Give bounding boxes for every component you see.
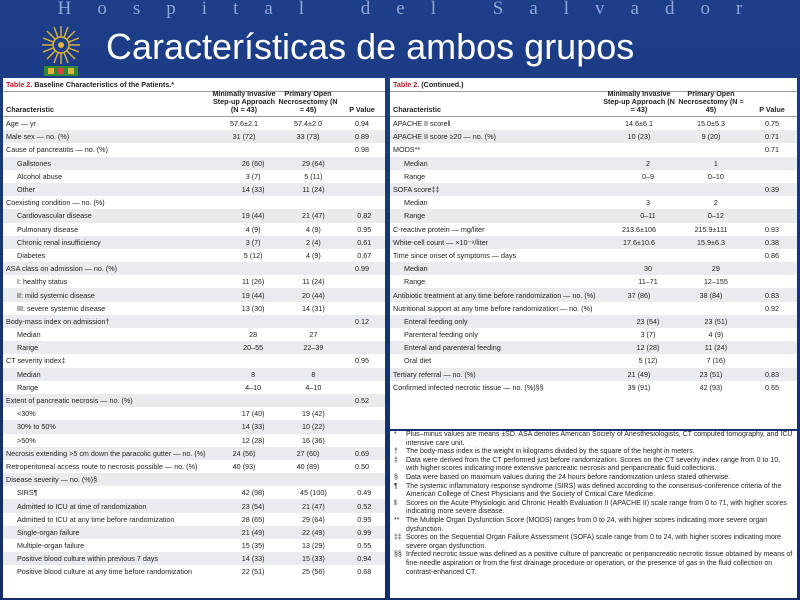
row-characteristic: Chronic renal insufficiency: [17, 237, 101, 247]
table-row: [3, 368, 385, 381]
row-step-up-value: 0–9: [641, 171, 654, 181]
row-step-up-value: 14 (33): [241, 185, 265, 195]
row-characteristic: Enteral feeding only: [404, 316, 468, 326]
footnote-text: Data were based on maximum values during the 24 hours before randomization unless stated otherwise.: [406, 473, 731, 481]
row-open-value: 4 (9): [708, 330, 724, 340]
row-open-value: 14 (31): [302, 303, 325, 313]
row-open-value: 20 (44): [302, 290, 325, 300]
row-open-value: 12–155: [703, 277, 728, 287]
row-open-value: 21 (47): [302, 501, 325, 511]
row-step-up-value: 21 (49): [627, 369, 651, 379]
row-step-up-value: 26 (60): [241, 158, 265, 168]
row-step-up-value: 57.6±2.1: [230, 119, 258, 129]
row-open-value: 27: [309, 330, 318, 340]
footnote: [390, 551, 797, 577]
row-p-value: 0.65: [765, 382, 779, 392]
row-characteristic: MODS**: [393, 145, 421, 155]
row-characteristic: Extent of pancreatic necrosis — no. (%): [6, 396, 133, 406]
row-p-value: 0.38: [765, 237, 779, 247]
row-open-value: 42 (93): [699, 382, 723, 392]
row-step-up-value: 5 (12): [243, 250, 263, 260]
row-characteristic: CT severity index‡: [6, 356, 66, 366]
row-open-value: 25 (56): [302, 567, 325, 577]
table-row: [390, 328, 797, 341]
hospital-logo-icon: [38, 24, 84, 78]
row-p-value: 0.50: [355, 461, 369, 471]
row-open-value: 4 (9): [306, 250, 321, 260]
row-step-up-value: 8: [251, 369, 256, 379]
row-step-up-value: 14.6±6.1: [625, 119, 653, 129]
row-step-up-value: 23 (54): [636, 316, 660, 326]
table-body: [3, 117, 385, 579]
row-step-up-value: 21 (49): [241, 527, 265, 537]
footnote: [390, 517, 797, 534]
row-step-up-value: 30: [643, 264, 652, 274]
table-row: [3, 381, 385, 394]
row-p-value: 0.99: [357, 527, 372, 537]
row-open-value: 19 (42): [302, 409, 325, 419]
row-characteristic: Body-mass index on admission†: [6, 316, 110, 326]
row-step-up-value: 3 (7): [245, 171, 261, 181]
row-open-value: 11 (24): [302, 277, 325, 287]
row-characteristic: Diabetes: [17, 250, 46, 260]
table-row: [390, 275, 797, 288]
table-row: [3, 157, 385, 170]
footnote-text: Scores on the Acute Physiologic and Chronic Health Evaluation II (APACHE II) scale range from 0 to 71, with higher scores indicating more severe disease.: [406, 499, 787, 516]
row-open-value: 29 (64): [302, 514, 325, 524]
baseline-table: [3, 78, 385, 598]
row-step-up-value: 213.6±106: [622, 224, 656, 234]
row-p-value: 0.94: [357, 554, 372, 564]
row-p-value: 0.95: [357, 224, 372, 234]
row-step-up-value: 0–11: [640, 211, 656, 221]
row-open-value: 215.9±111: [694, 224, 728, 234]
header-characteristic: Characteristic: [393, 105, 441, 114]
row-characteristic: Necrosis extending >5 cm down the paracolic gutter — no. (%): [6, 448, 206, 458]
table-row: [390, 341, 797, 354]
row-characteristic: Cardiovascular disease: [17, 211, 92, 221]
table-row: [3, 394, 385, 407]
footnote-symbol: **: [394, 516, 400, 524]
table-caption: (Continued.): [421, 80, 464, 89]
table-row: [3, 341, 385, 354]
table-row: [3, 236, 385, 249]
row-p-value: 0.12: [355, 316, 369, 326]
row-characteristic: Antibiotic treatment at any time before randomization — no. (%): [393, 290, 596, 300]
row-open-value: 38 (84): [699, 290, 723, 300]
row-characteristic: Confirmed infected necrotic tissue — no. (%)§§: [393, 382, 544, 392]
table-caption: Baseline Characteristics of the Patients.*: [34, 80, 175, 89]
row-open-value: 57.4±2.0: [294, 119, 322, 129]
table-row: [390, 223, 797, 236]
footnote: [390, 534, 797, 551]
row-characteristic: Admitted to ICU at time of randomization: [17, 501, 147, 511]
row-step-up-value: 11 (26): [242, 277, 265, 287]
row-open-value: 16 (36): [302, 435, 325, 445]
row-open-value: 13 (29): [302, 541, 325, 551]
row-characteristic: Range: [404, 171, 426, 181]
row-p-value: 0.83: [765, 290, 779, 300]
row-step-up-value: 17 (40): [241, 409, 265, 419]
footnote-symbol: §§: [394, 551, 402, 559]
row-open-value: 29: [711, 264, 720, 274]
header-open-necrosectomy: Primary Open Necrosectomy (N = 45): [678, 89, 744, 114]
row-p-value: 0.92: [765, 303, 779, 313]
row-characteristic: II: mild systemic disease: [17, 290, 95, 300]
table-row: [3, 262, 385, 275]
row-p-value: 0.82: [357, 211, 372, 221]
table-row: [3, 407, 385, 420]
row-p-value: 0.99: [355, 264, 369, 274]
table-row: [390, 381, 797, 394]
table-row: [390, 315, 797, 328]
table-row: [390, 262, 797, 275]
row-step-up-value: 20–55: [243, 343, 264, 353]
header-step-up: Minimally Invasive Step-up Approach (N = 43): [212, 89, 276, 114]
row-characteristic: APACHE II score ≥20 — no. (%): [393, 132, 496, 142]
row-step-up-value: 42 (98): [241, 488, 265, 498]
slide-title: Características de ambos grupos: [106, 26, 635, 67]
row-characteristic: >50%: [17, 435, 36, 445]
row-step-up-value: 39 (91): [627, 382, 651, 392]
footnote: [390, 500, 797, 517]
table-row: [390, 183, 797, 196]
row-step-up-value: 10 (23): [627, 132, 651, 142]
table-row: [3, 434, 385, 447]
row-step-up-value: 3: [645, 198, 650, 208]
header-p-value: P Value: [759, 105, 785, 114]
row-characteristic: Alcohol abuse: [17, 171, 63, 181]
table-row: [3, 288, 385, 301]
table-row: [3, 143, 385, 156]
row-open-value: 4–10: [305, 382, 322, 392]
row-p-value: 0.39: [765, 185, 779, 195]
footnote: [390, 448, 797, 457]
footnote-symbol: ‖: [394, 499, 397, 507]
table-row: [3, 460, 385, 473]
row-characteristic: III: severe systemic disease: [17, 303, 106, 313]
table-row: [3, 183, 385, 196]
row-step-up-value: 2: [645, 158, 650, 168]
row-p-value: 0.52: [357, 501, 372, 511]
row-open-value: 11 (24): [302, 185, 325, 195]
row-p-value: 0.69: [355, 448, 369, 458]
row-p-value: 0.68: [357, 567, 372, 577]
row-open-value: 21 (47): [302, 211, 325, 221]
row-characteristic: Time since onset of symptoms — days: [393, 250, 517, 260]
row-open-value: 9 (20): [701, 132, 721, 142]
row-characteristic: Cause of pancreatitis — no. (%): [6, 145, 108, 155]
row-step-up-value: 37 (86): [627, 290, 651, 300]
table-row: [390, 130, 797, 143]
row-open-value: 15 (33): [302, 554, 325, 564]
row-p-value: 0.67: [357, 250, 372, 260]
row-step-up-value: 24 (56): [232, 448, 256, 458]
row-p-value: 0.93: [765, 224, 779, 234]
row-step-up-value: 31 (72): [232, 132, 256, 142]
row-step-up-value: 3 (7): [640, 330, 656, 340]
row-characteristic: I: healthy status: [17, 277, 68, 287]
table-header: [390, 91, 797, 117]
row-open-value: 22–39: [303, 343, 324, 353]
row-p-value: 0.55: [357, 541, 372, 551]
row-characteristic: Median: [404, 264, 428, 274]
footnote-text: The systemic inflammatory response syndrome (SIRS) was defined according to the consensus-conference criteria of the American College of Chest Physicians and the Society of Critical Care Medicine.: [406, 482, 782, 499]
table-row: [390, 288, 797, 301]
row-characteristic: Tertiary referral — no. (%): [393, 369, 476, 379]
row-characteristic: Nutritional support at any time before randomization — no. (%): [393, 303, 593, 313]
row-open-value: 33 (73): [296, 132, 320, 142]
row-characteristic: Admitted to ICU at any time before randomization: [17, 514, 175, 524]
row-open-value: 29 (64): [302, 158, 325, 168]
row-step-up-value: 4 (9): [245, 224, 261, 234]
row-characteristic: Enteral and parenteral feeding: [404, 343, 501, 353]
table-row: [390, 249, 797, 262]
footnote-symbol: ‡‡: [394, 534, 402, 542]
table-row: [3, 223, 385, 236]
row-characteristic: Range: [404, 277, 426, 287]
row-p-value: 0.94: [355, 119, 369, 129]
row-characteristic: 30% to 50%: [17, 422, 56, 432]
row-open-value: 23 (51): [699, 369, 723, 379]
row-characteristic: Gallstones: [17, 158, 51, 168]
table-label: Table 2.: [6, 80, 33, 89]
row-open-value: 45 (100): [300, 488, 327, 498]
table-row: [390, 143, 797, 156]
row-p-value: 0.71: [765, 132, 779, 142]
table-row: [3, 513, 385, 526]
row-characteristic: Median: [404, 158, 428, 168]
footnote-text: Scores on the Sequential Organ Failure Assessment (SOFA) scale range from 0 to 24, with higher scores indicating more severe organ dysfunction.: [406, 534, 782, 550]
row-open-value: 4 (9): [306, 224, 321, 234]
row-step-up-value: 40 (93): [232, 461, 256, 471]
footnote-symbol: †: [394, 448, 398, 456]
table-row: [390, 302, 797, 315]
footnote-symbol: ¶: [394, 482, 398, 490]
row-characteristic: White-cell count — ×10⁻⁹/liter: [393, 237, 488, 247]
row-open-value: 2 (4): [306, 237, 321, 247]
row-step-up-value: 15 (35): [241, 541, 265, 551]
row-open-value: 23 (51): [704, 316, 728, 326]
table-row: [3, 486, 385, 499]
row-p-value: 0.95: [357, 514, 372, 524]
row-p-value: 0.89: [355, 132, 369, 142]
table-row: [3, 354, 385, 367]
table-row: [390, 236, 797, 249]
footnote-symbol: §: [394, 473, 398, 481]
row-open-value: 5 (11): [304, 171, 323, 181]
row-step-up-value: 14 (33): [241, 554, 265, 564]
row-open-value: 2: [713, 198, 718, 208]
table-header: [3, 91, 385, 117]
table-row: [390, 354, 797, 367]
table-row: [390, 196, 797, 209]
row-p-value: 0.52: [355, 396, 369, 406]
header-step-up: Minimally Invasive Step-up Approach (N = 43): [603, 89, 675, 114]
continued-table: [390, 78, 797, 429]
table-label: Table 2.: [393, 80, 420, 89]
row-characteristic: Range: [17, 382, 39, 392]
table-row: [3, 552, 385, 565]
footnote-text: Infected necrotic tissue was defined as a positive culture of pancreatic or peripancreatic necrotic tissue obtained by means of fine-needle aspiration or from the first drainage procedure or operation, or the presence of gas in the fluid collection on contrast-enhanced CT.: [406, 551, 793, 576]
table-row: [3, 447, 385, 460]
hospital-name: Hospital del Salvador: [57, 0, 769, 19]
table-row: [3, 565, 385, 578]
row-open-value: 22 (49): [302, 527, 325, 537]
row-step-up-value: 17.6±10.6: [623, 237, 655, 247]
row-open-value: 27 (60): [296, 448, 320, 458]
row-characteristic: Positive blood culture within previous 7 days: [17, 554, 159, 564]
row-characteristic: SOFA score‡‡: [393, 185, 440, 195]
row-characteristic: Range: [404, 211, 426, 221]
footnote-text: Plus–minus values are means ±SD. ASA denotes American Society of Anesthesiologists, CT computed tomography, and ICU intensive care unit.: [406, 431, 793, 447]
footnote-symbol: ‡: [394, 456, 398, 464]
table-row: [3, 526, 385, 539]
row-p-value: 0.71: [765, 145, 779, 155]
table-row: [3, 249, 385, 262]
table-row: [3, 170, 385, 183]
row-characteristic: Range: [17, 343, 39, 353]
row-characteristic: Coexisting condition — no. (%): [6, 198, 105, 208]
table-row: [3, 539, 385, 552]
footnote: [390, 457, 797, 474]
row-step-up-value: 14 (33): [241, 422, 265, 432]
table-row: [3, 209, 385, 222]
table-row: [390, 170, 797, 183]
row-step-up-value: 22 (51): [241, 567, 265, 577]
table-row: [3, 117, 385, 130]
table-row: [3, 130, 385, 143]
header-p-value: P Value: [349, 105, 375, 114]
row-step-up-value: 12 (28): [241, 435, 265, 445]
row-characteristic: Pulmonary disease: [17, 224, 79, 234]
row-characteristic: SIRS¶: [17, 488, 38, 498]
row-characteristic: Median: [404, 198, 428, 208]
footnote: [390, 474, 797, 483]
row-step-up-value: 12 (28): [636, 343, 660, 353]
row-p-value: 0.95: [355, 356, 369, 366]
row-step-up-value: 5 (12): [638, 356, 658, 366]
row-characteristic: Retroperitoneal access route to necrosis possible — no. (%): [6, 461, 198, 471]
row-step-up-value: 19 (44): [241, 290, 265, 300]
row-characteristic: ASA class on admission — no. (%): [6, 264, 118, 274]
row-characteristic: APACHE II score‖: [393, 119, 451, 129]
row-characteristic: Median: [17, 369, 41, 379]
footnote-text: The body-mass index is the weight in kilograms divided by the square of the height in meters.: [406, 448, 695, 456]
footnote: [390, 431, 797, 448]
footnote-text: Data were derived from the CT performed just before randomization. Scores on the CT severity index range from 0 to 10, with higher scores indicating more extensive pancreatic necrosis and peripancreatic fluid collections.: [406, 456, 781, 473]
header-open-necrosectomy: Primary Open Necrosectomy (N = 45): [278, 89, 338, 114]
table-row: [3, 196, 385, 209]
row-characteristic: Disease severity — no. (%)§: [6, 475, 98, 485]
row-characteristic: Male sex — no. (%): [6, 132, 70, 142]
row-characteristic: C-reactive protein — mg/liter: [393, 224, 485, 234]
row-characteristic: Single-organ failure: [17, 527, 80, 537]
row-characteristic: Median: [17, 330, 41, 340]
table-row: [3, 420, 385, 433]
row-p-value: 0.86: [765, 250, 779, 260]
table-row: [390, 209, 797, 222]
row-characteristic: Multiple-organ failure: [17, 541, 85, 551]
row-p-value: 0.98: [355, 145, 369, 155]
table-row: [3, 275, 385, 288]
table-row: [390, 157, 797, 170]
table-row: [3, 328, 385, 341]
row-p-value: 0.49: [357, 488, 372, 498]
row-characteristic: Parenteral feeding only: [404, 330, 478, 340]
table-row: [3, 499, 385, 512]
header-characteristic: Characteristic: [6, 105, 54, 114]
row-step-up-value: 13 (30): [241, 303, 265, 313]
table-row: [3, 473, 385, 486]
table-row: [3, 302, 385, 315]
table-body: [390, 117, 797, 394]
row-characteristic: Age — yr: [6, 119, 36, 129]
row-open-value: 15.0±5.3: [697, 119, 725, 129]
row-open-value: 0–10: [707, 171, 724, 181]
row-open-value: 0–12: [707, 211, 724, 221]
row-step-up-value: 28: [249, 330, 258, 340]
row-open-value: 11 (24): [704, 343, 727, 353]
footnotes: [390, 431, 797, 598]
row-step-up-value: 4–10: [245, 382, 262, 392]
row-open-value: 8: [311, 369, 316, 379]
row-p-value: 0.75: [765, 119, 779, 129]
row-open-value: 10 (22): [302, 422, 325, 432]
row-characteristic: Positive blood culture at any time before randomization: [17, 567, 192, 577]
row-step-up-value: 28 (65): [241, 514, 265, 524]
row-open-value: 15.9±6.3: [697, 237, 725, 247]
row-step-up-value: 19 (44): [241, 211, 265, 221]
row-p-value: 0.61: [357, 237, 372, 247]
row-step-up-value: 11–71: [638, 277, 658, 287]
footnote-symbol: *: [394, 431, 397, 438]
row-open-value: 1: [713, 158, 718, 168]
row-open-value: 40 (89): [296, 461, 320, 471]
table-row: [390, 117, 797, 130]
row-characteristic: <30%: [17, 409, 36, 419]
table-row: [3, 315, 385, 328]
table-row: [390, 368, 797, 381]
row-characteristic: Other: [17, 185, 35, 195]
footnote-text: The Multiple Organ Dysfunction Score (MODS) ranges from 0 to 24, with higher scores indicating more severe organ dysfunction.: [406, 516, 768, 533]
row-step-up-value: 3 (7): [245, 237, 261, 247]
footnote: [390, 483, 797, 500]
row-p-value: 0.83: [765, 369, 779, 379]
row-step-up-value: 23 (54): [241, 501, 265, 511]
row-characteristic: Oral diet: [404, 356, 432, 366]
row-open-value: 7 (16): [706, 356, 726, 366]
